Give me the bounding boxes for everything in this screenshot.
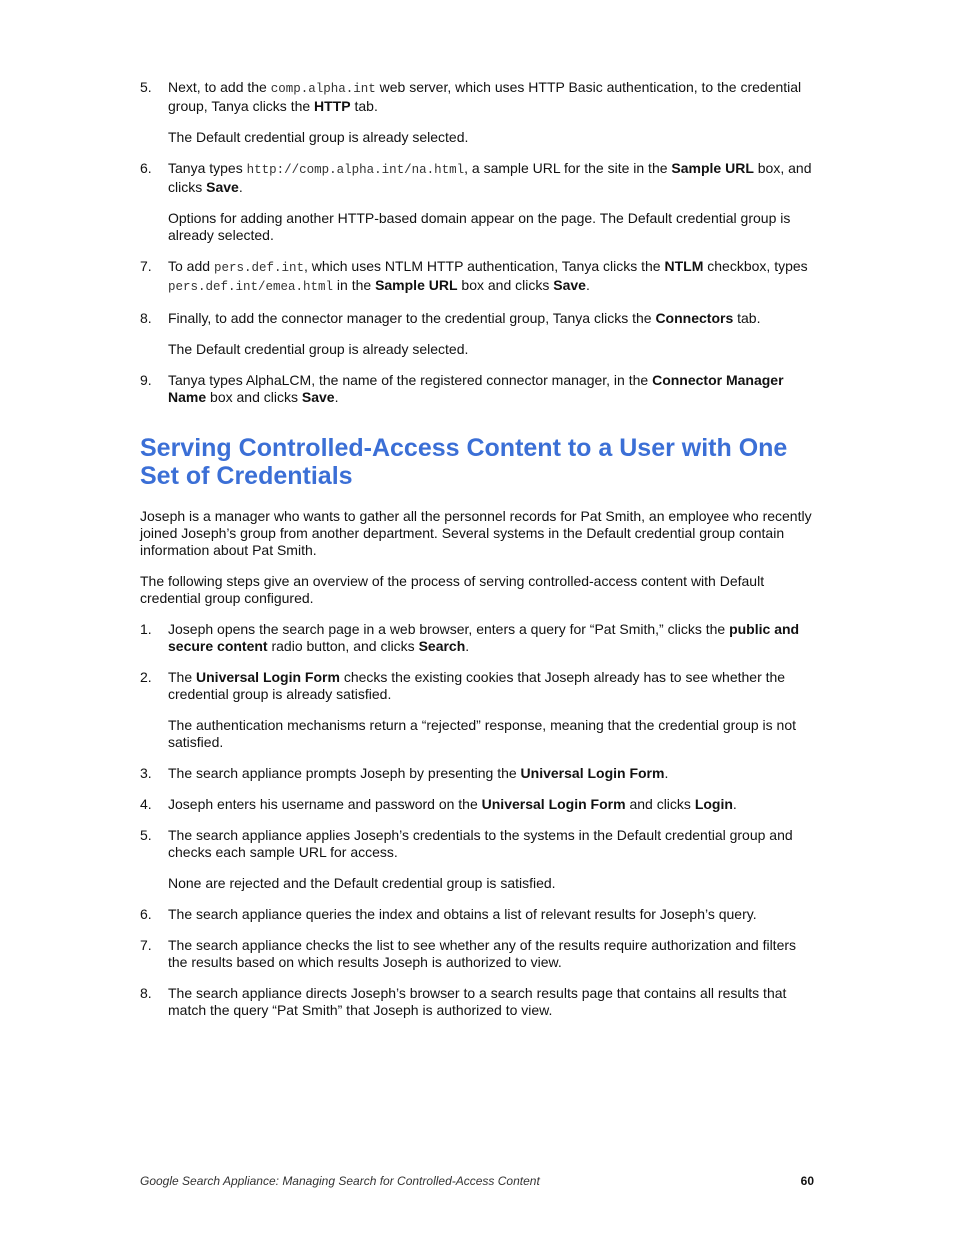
text-span: box and clicks — [457, 277, 554, 293]
text-span: tab. — [350, 98, 378, 114]
text-span: radio button, and clicks — [267, 638, 419, 654]
text-span: web server, which uses HTTP Basic authentication, to the credential group, Tanya clicks the — [168, 79, 802, 114]
ui-term: Sample URL — [375, 277, 458, 293]
text-span: checks the existing cookies that Joseph already has to see whether the credential group is already satisfied. — [168, 669, 786, 702]
list-item — [140, 827, 812, 892]
text-span: Joseph enters his username and password on the — [168, 796, 482, 812]
page-footer — [140, 1174, 814, 1188]
text-span: . — [585, 277, 590, 293]
ui-term: NTLM — [664, 258, 704, 274]
text-span: Joseph opens the search page in a web browser, enters a query for “Pat Smith,” clicks the — [168, 621, 730, 637]
ui-term: Search — [418, 638, 466, 654]
text-span: Tanya types — [168, 160, 247, 176]
step-text — [168, 906, 812, 923]
list-number: 7. — [140, 937, 152, 953]
ui-term: Universal Login Form — [481, 796, 626, 812]
code-span: pers.def.int — [213, 261, 304, 275]
ui-term: HTTP — [314, 98, 351, 114]
list-number: 5. — [140, 79, 152, 95]
text-span: . — [465, 638, 470, 654]
ui-term: Universal Login Form — [196, 669, 340, 685]
step-text — [168, 79, 812, 115]
text-span: checkbox, types — [703, 258, 808, 274]
step-text — [168, 765, 812, 782]
list-item — [140, 796, 812, 813]
text-span: . — [334, 389, 339, 405]
ui-term: Save — [553, 277, 586, 293]
text-span: To add — [168, 258, 214, 274]
section-heading: Serving Controlled-Access Content to a User with One Set of Credentials — [140, 434, 788, 490]
list-item — [140, 621, 812, 655]
step-text — [168, 621, 812, 655]
step-text — [168, 160, 812, 196]
step-text — [168, 669, 812, 703]
list-item — [140, 258, 812, 296]
text-span: Tanya types AlphaLCM, the name of the registered connector manager, in the — [168, 372, 653, 388]
list-item — [140, 937, 812, 971]
step-note: The Default credential group is already selected. — [168, 129, 469, 145]
list-number: 1. — [140, 621, 152, 637]
list-item — [140, 906, 812, 923]
intro-paragraph: Joseph is a manager who wants to gather all the personnel records for Pat Smith, an employee who recently joined Joseph’s group from another department. Several systems in the Default credential group contain information about Pat Smith. — [140, 508, 812, 558]
list-item — [140, 669, 812, 751]
text-span: The search appliance queries the index and obtains a list of relevant results for Joseph’s query. — [168, 906, 757, 922]
list-number: 5. — [140, 827, 152, 843]
footer-document-title: Google Search Appliance: Managing Search for Controlled-Access Content — [140, 1174, 540, 1188]
list-number: 2. — [140, 669, 152, 685]
ui-term: public and secure content — [168, 621, 800, 654]
text-span: The search appliance prompts Joseph by presenting the — [168, 765, 521, 781]
step-note: Options for adding another HTTP-based domain appear on the page. The Default credential group is already selected. — [168, 210, 791, 243]
ui-term: Save — [206, 179, 239, 195]
list-number: 9. — [140, 372, 152, 388]
text-span: The search appliance directs Joseph’s browser to a search results page that contains all results that match the query “Pat Smith” that Joseph is authorized to view. — [168, 985, 787, 1018]
list-item — [140, 79, 812, 146]
code-span: comp.alpha.int — [270, 82, 376, 96]
text-span: , a sample URL for the site in the — [464, 160, 672, 176]
text-span: The — [168, 669, 197, 685]
step-note: None are rejected and the Default credential group is satisfied. — [168, 875, 556, 891]
text-span: The search appliance checks the list to see whether any of the results require authorization and filters the results based on which results Joseph is authorized to view. — [168, 937, 797, 970]
page-number: 60 — [800, 1174, 814, 1188]
step-text — [168, 258, 812, 296]
ui-term: Universal Login Form — [520, 765, 665, 781]
step-note: The authentication mechanisms return a “rejected” response, meaning that the credential group is not satisfied. — [168, 717, 797, 750]
ui-term: Connectors — [655, 310, 734, 326]
list-number: 3. — [140, 765, 152, 781]
step-text — [168, 372, 812, 406]
list-number: 7. — [140, 258, 152, 274]
list-number: 6. — [140, 160, 152, 176]
list-item — [140, 160, 812, 244]
list-item — [140, 310, 812, 358]
overview-paragraph: The following steps give an overview of the process of serving controlled-access content with Default credential group configured. — [140, 573, 765, 606]
list-number: 8. — [140, 310, 152, 326]
code-span: http://comp.alpha.int/na.html — [246, 163, 465, 177]
ui-term: Login — [694, 796, 733, 812]
text-span: . — [664, 765, 669, 781]
text-span: box and clicks — [206, 389, 302, 405]
text-span: . — [238, 179, 243, 195]
ui-term: Connector Manager Name — [168, 372, 784, 405]
step-list-joseph — [140, 621, 812, 1019]
text-span: box, and clicks — [168, 160, 812, 195]
step-text — [168, 827, 812, 861]
text-span: tab. — [733, 310, 761, 326]
list-number: 8. — [140, 985, 152, 1001]
text-span: The search appliance applies Joseph’s credentials to the systems in the Default credential group and checks each sample URL for access. — [168, 827, 793, 860]
ui-term: Sample URL — [671, 160, 754, 176]
text-span: . — [732, 796, 737, 812]
page-content — [140, 79, 812, 1019]
list-item — [140, 985, 812, 1019]
text-span: in the — [333, 277, 376, 293]
list-number: 6. — [140, 906, 152, 922]
text-span: , which uses NTLM HTTP authentication, Tanya clicks the — [303, 258, 665, 274]
text-span: Finally, to add the connector manager to the credential group, Tanya clicks the — [168, 310, 656, 326]
list-number: 4. — [140, 796, 152, 812]
list-item — [140, 765, 812, 782]
step-text — [168, 796, 812, 813]
step-note: The Default credential group is already selected. — [168, 341, 469, 357]
text-span: Next, to add the — [168, 79, 271, 95]
code-span: pers.def.int/emea.html — [168, 280, 334, 294]
step-list-tanya — [140, 79, 812, 406]
ui-term: Save — [301, 389, 335, 405]
step-text — [168, 985, 812, 1019]
list-item — [140, 372, 812, 406]
step-text — [168, 310, 812, 327]
step-text — [168, 937, 812, 971]
text-span: and clicks — [625, 796, 695, 812]
